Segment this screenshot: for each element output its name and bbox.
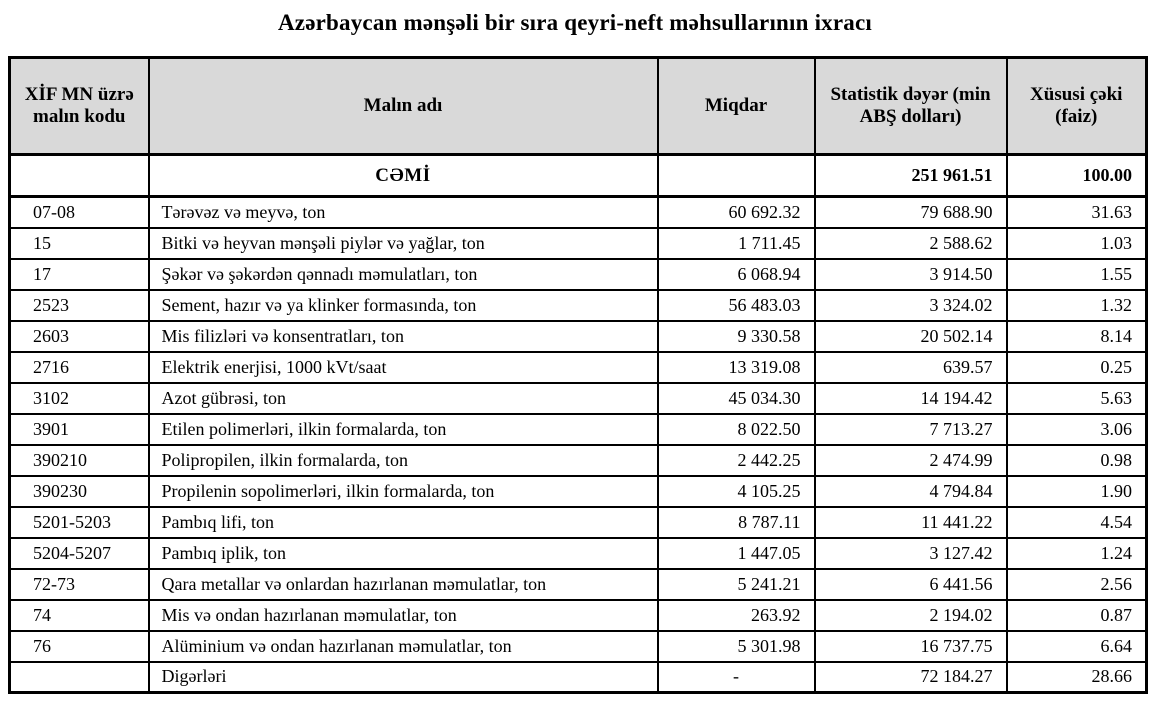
cell-code: 3901 [10,414,149,445]
cell-code: 17 [10,259,149,290]
cell-share: 0.87 [1007,600,1147,631]
table-row [10,197,1147,228]
cell-qty: 2 442.25 [658,445,815,476]
cell-value: 2 474.99 [815,445,1007,476]
cell-qty: 6 068.94 [658,259,815,290]
cell-qty: 8 022.50 [658,414,815,445]
table-row [10,600,1147,631]
cell-share: 1.90 [1007,476,1147,507]
table-row [10,476,1147,507]
cell-qty [658,155,815,197]
cell-code: 2716 [10,352,149,383]
table-row-others [10,662,1147,693]
cell-name: Bitki və heyvan mənşəli piylər və yağlar, ton [149,228,658,259]
cell-code: 15 [10,228,149,259]
table-row [10,631,1147,662]
cell-name: Elektrik enerjisi, 1000 kVt/saat [149,352,658,383]
cell-name: Digərləri [149,662,658,693]
table-row [10,290,1147,321]
table-row [10,507,1147,538]
cell-name: Pambıq iplik, ton [149,538,658,569]
cell-name: Etilen polimerləri, ilkin formalarda, ton [149,414,658,445]
cell-value: 3 324.02 [815,290,1007,321]
cell-name: Sement, hazır və ya klinker formasında, ton [149,290,658,321]
cell-name: Polipropilen, ilkin formalarda, ton [149,445,658,476]
cell-code: 72-73 [10,569,149,600]
cell-value: 2 194.02 [815,600,1007,631]
cell-value: 20 502.14 [815,321,1007,352]
cell-name: Şəkər və şəkərdən qənnadı məmulatları, ton [149,259,658,290]
cell-qty: 60 692.32 [658,197,815,228]
cell-value: 3 914.50 [815,259,1007,290]
cell-name: Mis və ondan hazırlanan məmulatlar, ton [149,600,658,631]
table-row [10,569,1147,600]
header-name: Malın adı [149,58,658,155]
table-row [10,352,1147,383]
cell-share: 1.03 [1007,228,1147,259]
cell-value: 251 961.51 [815,155,1007,197]
cell-share: 0.98 [1007,445,1147,476]
table-row [10,321,1147,352]
cell-share: 0.25 [1007,352,1147,383]
cell-name: Propilenin sopolimerləri, ilkin formalarda, ton [149,476,658,507]
export-data-table [8,56,1148,694]
cell-code: 74 [10,600,149,631]
table-row [10,538,1147,569]
cell-name: Mis filizləri və konsentratları, ton [149,321,658,352]
header-row [10,58,1147,155]
cell-code: 2523 [10,290,149,321]
cell-name: Alüminium və ondan hazırlanan məmulatlar, ton [149,631,658,662]
header-qty: Miqdar [658,58,815,155]
cell-qty: 8 787.11 [658,507,815,538]
cell-qty: 5 301.98 [658,631,815,662]
cell-value: 6 441.56 [815,569,1007,600]
cell-share: 6.64 [1007,631,1147,662]
cell-value: 7 713.27 [815,414,1007,445]
table-row [10,383,1147,414]
cell-code: 07-08 [10,197,149,228]
cell-code: 2603 [10,321,149,352]
cell-name: Qara metallar və onlardan hazırlanan məmulatlar, ton [149,569,658,600]
cell-name: Azot gübrəsi, ton [149,383,658,414]
cell-code: 5201-5203 [10,507,149,538]
cell-qty: 9 330.58 [658,321,815,352]
header-value: Statistik dəyər (min ABŞ dolları) [815,58,1007,155]
cell-qty: - [658,662,815,693]
table-row [10,414,1147,445]
cell-name: Tərəvəz və meyvə, ton [149,197,658,228]
cell-value: 14 194.42 [815,383,1007,414]
cell-code: 5204-5207 [10,538,149,569]
cell-share: 1.32 [1007,290,1147,321]
cell-share: 8.14 [1007,321,1147,352]
table-body [10,155,1147,693]
cell-code [10,155,149,197]
cell-value: 79 688.90 [815,197,1007,228]
cell-value: 2 588.62 [815,228,1007,259]
cell-share: 3.06 [1007,414,1147,445]
cell-code: 76 [10,631,149,662]
cell-value: 16 737.75 [815,631,1007,662]
cell-code: 390210 [10,445,149,476]
table-header [10,58,1147,155]
cell-share: 31.63 [1007,197,1147,228]
table-row [10,228,1147,259]
cell-code [10,662,149,693]
cell-code: 390230 [10,476,149,507]
table-row [10,259,1147,290]
cell-qty: 1 711.45 [658,228,815,259]
cell-value: 3 127.42 [815,538,1007,569]
header-share: Xüsusi çəki (faiz) [1007,58,1147,155]
cell-qty: 5 241.21 [658,569,815,600]
cell-share: 2.56 [1007,569,1147,600]
cell-name: Pambıq lifi, ton [149,507,658,538]
cell-qty: 4 105.25 [658,476,815,507]
header-code: XİF MN üzrə malın kodu [10,58,149,155]
cell-share: 1.24 [1007,538,1147,569]
page-title: Azərbaycan mənşəli bir sıra qeyri-neft məhsullarının ixracı [278,10,872,35]
cell-name: CƏMİ [149,155,658,197]
cell-code: 3102 [10,383,149,414]
table-row-total [10,155,1147,197]
cell-value: 11 441.22 [815,507,1007,538]
cell-qty: 56 483.03 [658,290,815,321]
cell-share: 28.66 [1007,662,1147,693]
cell-value: 4 794.84 [815,476,1007,507]
cell-qty: 45 034.30 [658,383,815,414]
cell-share: 1.55 [1007,259,1147,290]
cell-share: 4.54 [1007,507,1147,538]
cell-qty: 1 447.05 [658,538,815,569]
cell-value: 72 184.27 [815,662,1007,693]
table-row [10,445,1147,476]
cell-share: 5.63 [1007,383,1147,414]
cell-share: 100.00 [1007,155,1147,197]
cell-value: 639.57 [815,352,1007,383]
cell-qty: 13 319.08 [658,352,815,383]
cell-qty: 263.92 [658,600,815,631]
